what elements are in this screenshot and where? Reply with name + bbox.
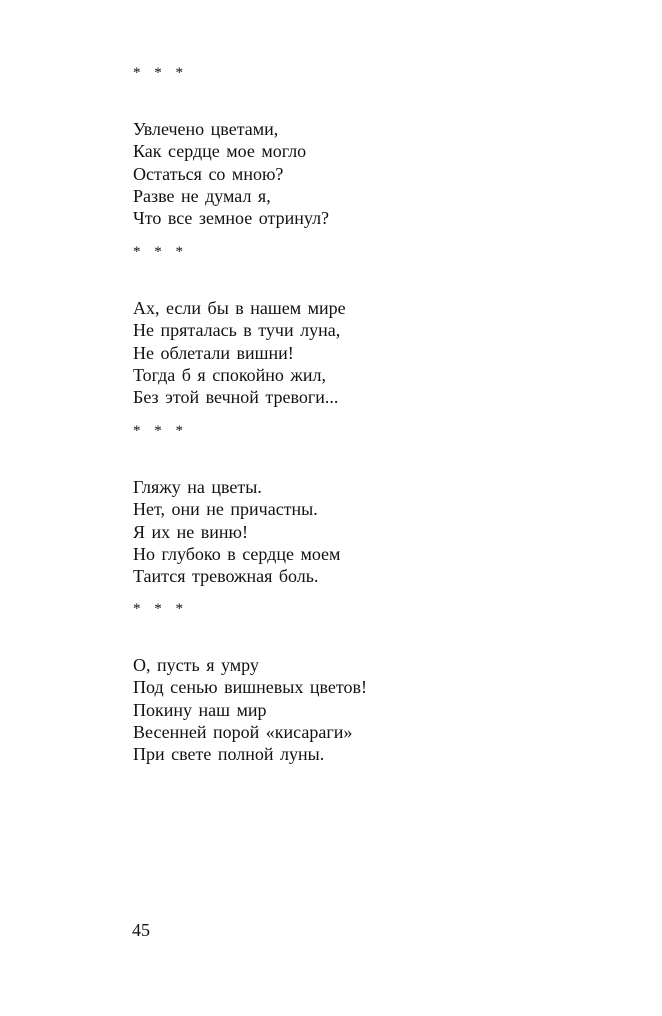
- poem-lines: [133, 654, 367, 765]
- poem-line: Покину наш мир: [133, 699, 267, 720]
- poem-line: Под сенью вишневых цветов!: [133, 677, 367, 698]
- poem-lines: [133, 118, 329, 229]
- poem-separator: * * *: [133, 601, 188, 617]
- poem-line: Я их не виню!: [133, 521, 248, 542]
- poem-line: При свете полной луны.: [133, 744, 325, 765]
- poem-4: [133, 600, 367, 765]
- poem-line: Что все земное отринул?: [133, 208, 330, 229]
- poem-2: [133, 243, 346, 408]
- poem-line: Гляжу на цветы.: [133, 477, 262, 497]
- poem-line: Нет, они не причастны.: [133, 499, 318, 520]
- poem-lines: [133, 297, 346, 408]
- page-number: 45: [132, 920, 150, 940]
- poem-3: [133, 422, 340, 587]
- poem-1: [133, 64, 329, 229]
- poem-line: Как сердце мое могло: [133, 141, 307, 162]
- poem-line: Остаться со мною?: [133, 163, 284, 184]
- poem-lines: [133, 476, 340, 587]
- poem-line: Без этой вечной тревоги...: [133, 387, 339, 408]
- poem-line: Разве не думал я,: [133, 185, 271, 206]
- poem-line: Тогда б я спокойно жил,: [133, 364, 326, 385]
- poem-separator: * * *: [133, 244, 188, 260]
- poem-line: О, пусть я умру: [133, 655, 259, 675]
- poem-separator: * * *: [133, 423, 188, 439]
- poem-line: Но глубоко в сердце моем: [133, 543, 341, 564]
- poem-line: Весенней порой «кисараги»: [133, 721, 353, 742]
- poem-line: Ах, если бы в нашем мире: [133, 298, 346, 318]
- poem-line: Не облетали вишни!: [133, 342, 294, 363]
- poem-line: Таится тревожная боль.: [133, 566, 319, 587]
- poem-line: Увлечено цветами,: [133, 119, 279, 139]
- poem-separator: * * *: [133, 65, 188, 81]
- poem-line: Не пряталась в тучи луна,: [133, 320, 341, 341]
